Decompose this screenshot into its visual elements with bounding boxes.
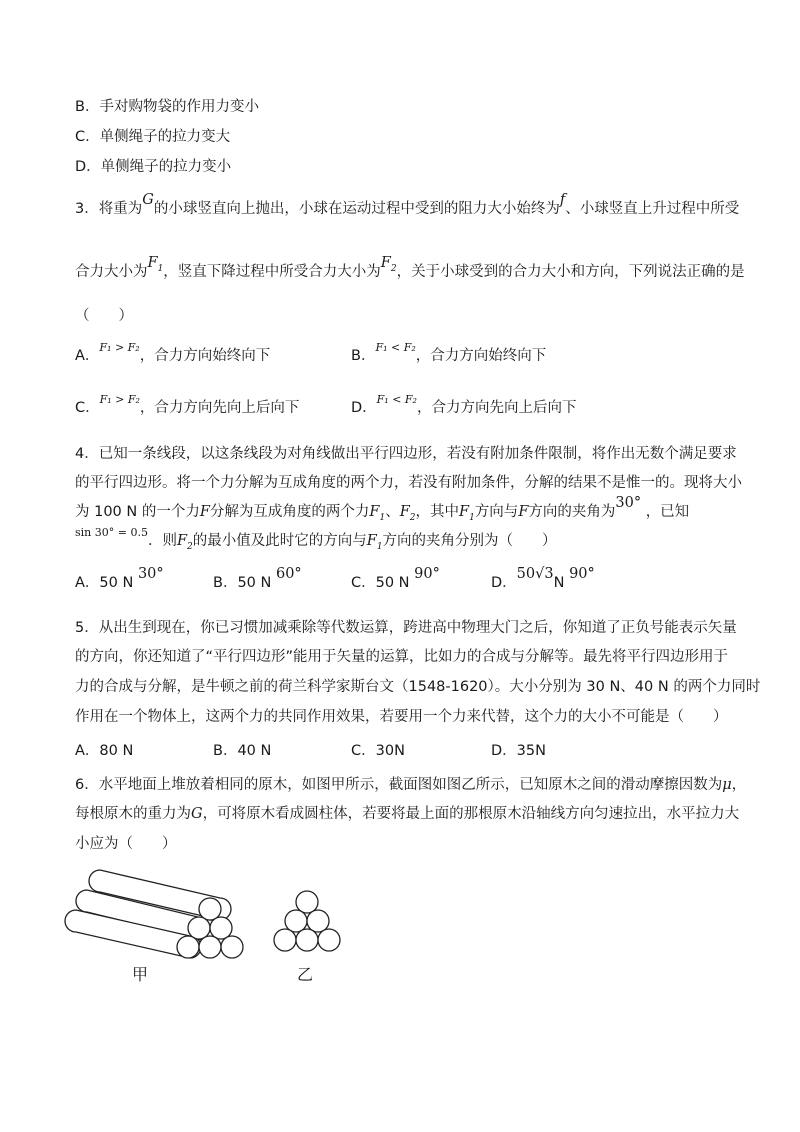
sin-formula: sin 30° = 0.5 — [75, 526, 148, 539]
q6-line3: 小应为（ ） — [75, 836, 177, 852]
q5-line1: 5．从出生到现在，你已习惯加减乘除等代数运算，跨进高中物理大门之后，你知道了正负号能表示矢量 — [75, 620, 737, 636]
q5-line4: 作用在一个物体上，这两个力的共同作用效果，若要用一个力来代替，这个力的大小不可能是（ ） — [75, 709, 728, 725]
q3-line2: 合力大小为$F_1$，竖直下降过程中所受合力大小为$F_2$，关于小球受到的合力大小和方向，下列说法正确的是 — [75, 255, 745, 280]
q5-line3: 力的合成与分解，是牛顿之前的荷兰科学家斯台文（1548-1620）。大小分别为 30 N、40 N 的两个力同时 — [75, 679, 761, 695]
q5-line2: 的方向，你还知道了“平行四边形”能用于矢量的运算，比如力的合成与分解等。最先将平行四边形用于 — [75, 649, 729, 665]
figure-log-cross-section — [272, 888, 342, 952]
q3-option-d: D．$^{F_1 < F_2}$，合力方向先向上后向下 — [351, 393, 577, 416]
q3-f: f — [559, 192, 566, 208]
q5-option-b: B．40 N — [213, 743, 272, 759]
q6-line1: 6．水平地面上堆放着相同的原木，如图甲所示，截面图如图乙所示，已知原木之间的滑动摩擦因数为μ， — [75, 777, 747, 793]
q4-option-b: B．50 N 60° — [213, 566, 302, 591]
q5-option-d: D．35N — [491, 743, 546, 759]
q3-line1: 3．将重为G的小球竖直向上抛出，小球在运动过程中受到的阻力大小始终为f、小球竖直上升过程中所受 — [75, 192, 740, 217]
q4-line4: $^{sin 30^\circ = 0.5}$．则$F_2$的最小值及此时它的方向与$F_1$方向的夹角分别为（ ） — [75, 526, 557, 552]
q4-line2: 的平行四边形。将一个力分解为互成角度的两个力，若没有附加条件，分解的结果不是惟一的。现将大小 — [75, 475, 742, 491]
q3-paren: （ ） — [75, 308, 133, 324]
q5-option-a: A．80 N — [75, 743, 134, 759]
option-b-prev: B．手对购物袋的作用力变小 — [75, 99, 259, 115]
q6-line2: 每根原木的重力为G，可将原木看成圆柱体，若要将最上面的那根原木沿轴线方向匀速拉出，水平拉力大 — [75, 806, 740, 822]
q4-option-a: A．50 N 30° — [75, 566, 164, 591]
q5-option-c: C．30N — [351, 743, 405, 759]
q4-line1: 4．已知一条线段，以这条线段为对角线做出平行四边形，若没有附加条件限制，将作出无数个满足要求 — [75, 446, 737, 462]
q3-option-b: B．$^{F_1 < F_2}$，合力方向始终向下 — [351, 341, 547, 364]
figure-label-jia: 甲 — [132, 965, 149, 984]
figure-log-stack-3d — [70, 860, 250, 960]
q3-option-a: A．$^{F_1 > F_2}$，合力方向始终向下 — [75, 341, 271, 364]
option-c-prev: C．单侧绳子的拉力变大 — [75, 129, 231, 145]
q3-option-c: C．$^{F_1 > F_2}$，合力方向先向上后向下 — [75, 393, 300, 416]
q4-option-d: D．50√3N 90° — [491, 566, 595, 591]
q4-option-c: C．50 N 90° — [351, 566, 440, 591]
q3-G: G — [142, 192, 154, 208]
option-d-prev: D．单侧绳子的拉力变小 — [75, 159, 232, 175]
q4-line3: 为 100 N 的一个力F分解为互成角度的两个力$F_1$、$F_2$，其中$F_1$方向与F方向的夹角为30° ，已知 — [75, 495, 690, 523]
figure-label-yi: 乙 — [297, 965, 314, 984]
